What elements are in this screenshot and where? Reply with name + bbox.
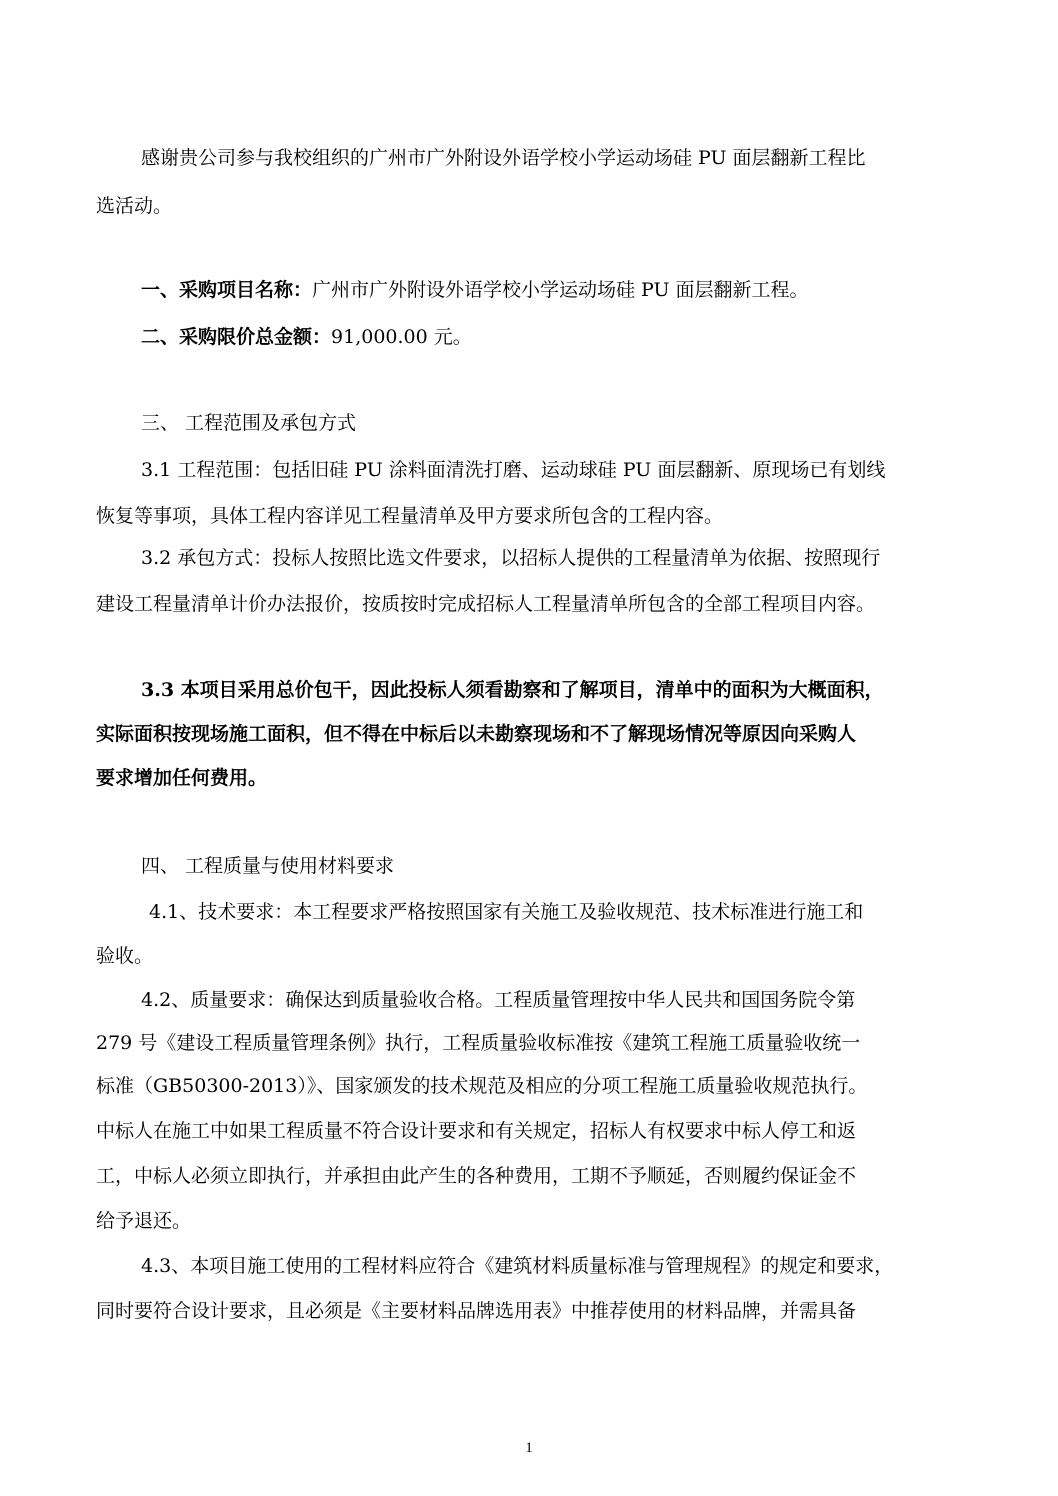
para-4-2-line-1: 4.2、质量要求：确保达到质量验收合格。工程质量管理按中华人民共和国国务院令第 (141, 989, 856, 1011)
para-4-2-line-6: 给予退还。 (96, 1210, 192, 1232)
section-2 (141, 324, 472, 350)
para-4-1-line-2: 验收。 (96, 945, 154, 967)
para-3-3-line-2: 实际面积按现场施工面积，但不得在中标后以未勘察现场和不了解现场情况等原因向采购人 (96, 723, 857, 745)
para-4-2-line-4: 中标人在施工中如果工程质量不符合设计要求和有关规定，招标人有权要求中标人停工和返 (96, 1120, 857, 1142)
intro-line-2: 选活动。 (96, 195, 173, 217)
section-1-label: 一、采购项目名称： (141, 279, 313, 301)
section-1-text: 广州市广外附设外语学校小学运动场硅 PU 面层翻新工程。 (312, 279, 809, 301)
page-number: 1 (525, 1440, 533, 1456)
para-3-2-line-1: 3.2 承包方式：投标人按照比选文件要求，以招标人提供的工程量清单为依据、按照现行 (141, 547, 881, 569)
para-3-3-line-1: 3.3 本项目采用总价包干，因此投标人须看勘察和了解项目，清单中的面积为大概面积， (141, 679, 884, 701)
para-3-3-line-3: 要求增加任何费用。 (96, 767, 268, 789)
section-3-heading: 三、 工程范围及承包方式 (141, 412, 357, 434)
section-2-text: 91,000.00 元。 (331, 326, 472, 348)
para-4-2-line-2: 279 号《建设工程质量管理条例》执行，工程质量验收标准按《建筑工程施工质量验收统一 (96, 1032, 861, 1054)
para-3-1-line-1: 3.1 工程范围：包括旧硅 PU 涂料面清洗打磨、运动球硅 PU 面层翻新、原现场已有划线 (141, 459, 886, 481)
para-4-3-line-1: 4.3、本项目施工使用的工程材料应符合《建筑材料质量标准与管理规程》的规定和要求， (141, 1255, 894, 1277)
para-4-2-line-5: 工，中标人必须立即执行，并承担由此产生的各种费用，工期不予顺延，否则履约保证金不 (96, 1165, 857, 1187)
para-3-2-line-2: 建设工程量清单计价办法报价，按质按时完成招标人工程量清单所包含的全部工程项目内容。 (96, 593, 876, 615)
para-3-1-line-2: 恢复等事项，具体工程内容详见工程量清单及甲方要求所包含的工程内容。 (96, 505, 724, 527)
para-4-1-line-1: 4.1、技术要求：本工程要求严格按照国家有关施工及验收规范、技术标准进行施工和 (149, 901, 864, 923)
section-1 (141, 277, 809, 303)
para-4-3-line-2: 同时要符合设计要求，且必须是《主要材料品牌选用表》中推荐使用的材料品牌，并需具备 (96, 1300, 857, 1322)
intro-line-1: 感谢贵公司参与我校组织的广州市广外附设外语学校小学运动场硅 PU 面层翻新工程比 (141, 147, 866, 169)
section-2-label: 二、采购限价总金额： (141, 326, 332, 348)
section-4-heading: 四、 工程质量与使用材料要求 (141, 855, 395, 877)
para-4-2-line-3: 标准（GB50300-2013）》、国家颁发的技术规范及相应的分项工程施工质量验收规范执行。 (96, 1075, 868, 1097)
